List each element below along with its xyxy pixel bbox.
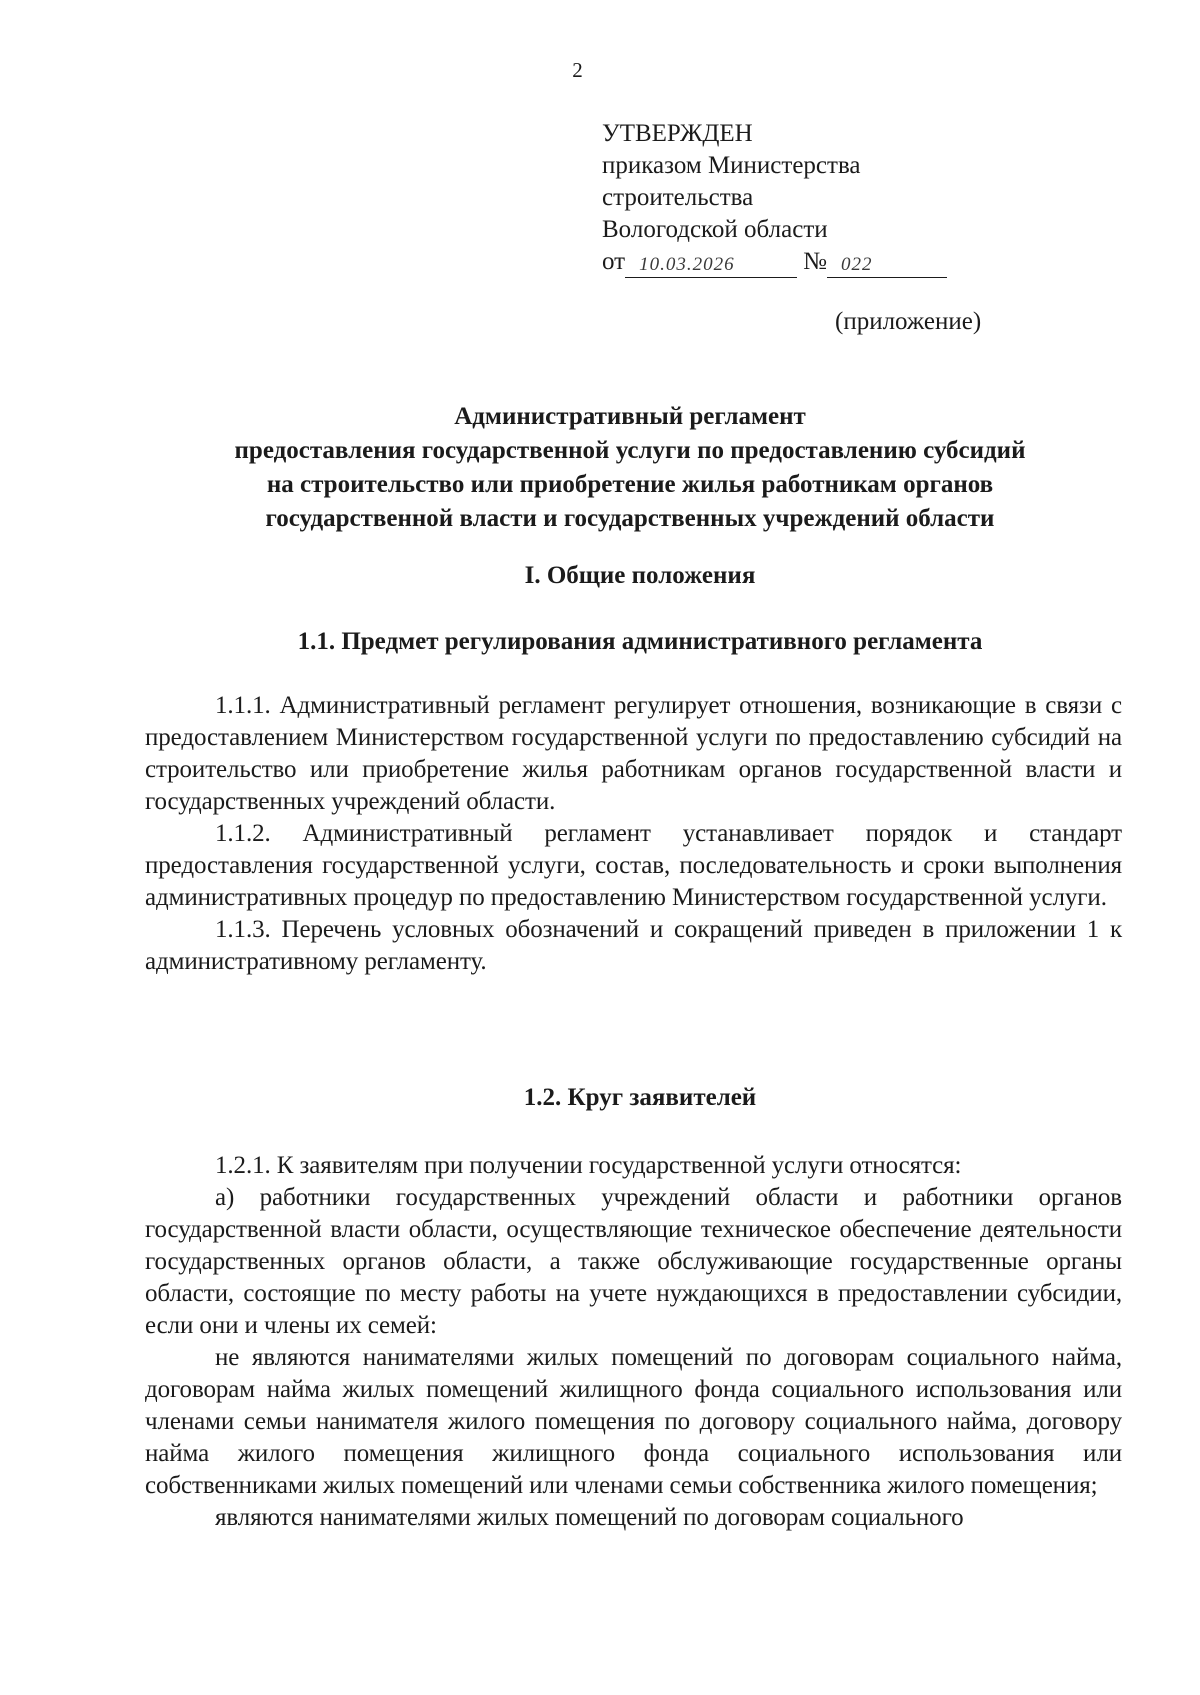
approval-stamp-block — [602, 118, 947, 278]
approval-date-row — [602, 246, 947, 278]
paragraph-1-2-1: 1.2.1. К заявителям при получении государственной услуги относятся: — [215, 1152, 962, 1179]
subsection-heading-1-1: 1.1. Предмет регулирования административного регламента — [297, 628, 983, 655]
section-heading-general: I. Общие положения — [524, 562, 756, 589]
document-title — [130, 400, 1130, 536]
subsection-1-2-body — [145, 1150, 1122, 1534]
paragraph-are-tenants: являются нанимателями жилых помещений по договорам социального — [215, 1504, 964, 1531]
paragraph-not-tenants: не являются нанимателями жилых помещений по договорам социального найма, договорам найма жилых помещений жилищного фонда социального использования или членами семьи нанимателя жилого помещения по договору социального найма, договору найма жилого помещения жилищного фонда социального использования или собственниками жилых помещений или членами семьи собственника жилого помещения; — [145, 1344, 1122, 1499]
paragraph-1-1-1: 1.1.1. Административный регламент регулирует отношения, возникающие в связи с предоставлением Министерством государственной услуги по предоставлению субсидий на строительство или приобретение жилья работникам органов государственной власти и государственных учреждений области. — [145, 692, 1122, 815]
approval-date-handwritten: 10.03.2026 — [625, 254, 797, 278]
approval-status: УТВЕРЖДЕН — [602, 120, 753, 147]
paragraph-1-2-1-a: а) работники государственных учреждений области и работники органов государственной власти области, осуществляющие техническое обеспечение деятельности государственных органов области, а также обслуживающие государственные органы области, состоящие по месту работы на учете нуждающихся в предоставлении субсидии, если они и члены их семей: — [145, 1184, 1122, 1339]
paragraph-1-1-2: 1.1.2. Административный регламент устанавливает порядок и стандарт предоставления государственной услуги, состав, последовательность и сроки выполнения административных процедур по предоставлению Министерством государственной услуги. — [145, 820, 1122, 911]
document-title-line-4: государственной власти и государственных учреждений области — [265, 505, 995, 532]
subsection-1-1-body — [145, 690, 1122, 978]
approval-line-order: приказом Министерства — [602, 152, 861, 179]
document-title-line-1: Административный регламент — [454, 403, 806, 430]
approval-line-ministry: строительства — [602, 184, 754, 211]
approval-number-prefix: № — [803, 248, 827, 275]
document-title-line-3: на строительство или приобретение жилья работникам органов — [266, 471, 994, 498]
subsection-heading-1-2: 1.2. Круг заявителей — [523, 1084, 757, 1111]
document-title-line-2: предоставления государственной услуги по предоставлению субсидий — [234, 437, 1026, 464]
approval-number-handwritten: 022 — [827, 254, 947, 278]
paragraph-1-1-3: 1.1.3. Перечень условных обозначений и сокращений приведен в приложении 1 к административному регламенту. — [145, 916, 1122, 975]
page-number: 2 — [572, 58, 583, 82]
appendix-label: (приложение) — [835, 308, 982, 335]
approval-date-prefix: от — [602, 248, 626, 275]
approval-line-region: Вологодской области — [602, 216, 828, 243]
